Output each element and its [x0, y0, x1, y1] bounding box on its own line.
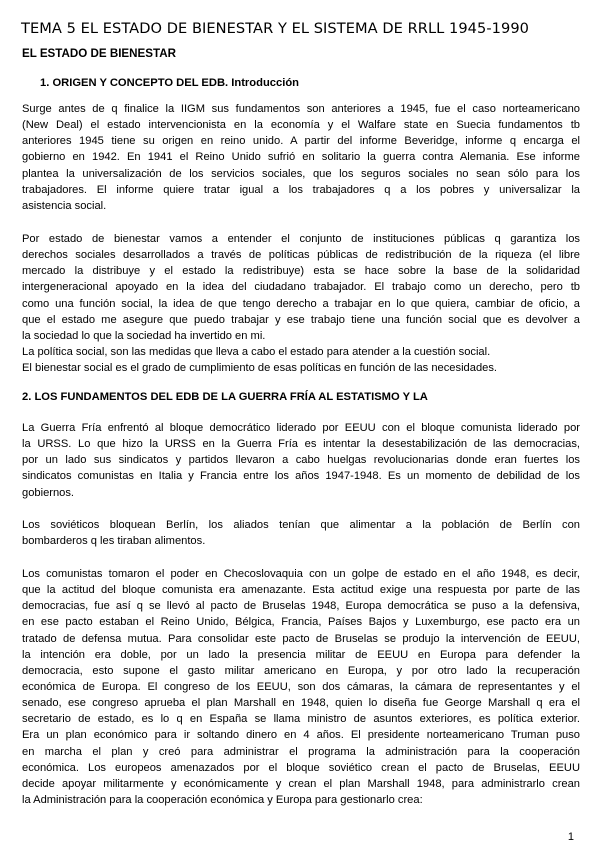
text-line: por un lado sus sindicatos y partidos llevaron a cabo huelgas revolucionarias donde eran fuertes los	[22, 454, 580, 467]
section-2-paragraph-1	[22, 420, 580, 501]
text-line: Era un plan económico para ir soltando dinero en 4 años. El presidente norteamericano Truman puso	[22, 729, 580, 742]
text-line: como una función social, la idea de que tengo derecho a trabajar en lo que quiera, cambiar de oficio, a	[22, 297, 580, 310]
text-line: trabajadores. El informe quiere tratar igual a los trabajadores q a los pobres y universalizar la	[22, 183, 580, 196]
document-subtitle: EL ESTADO DE BIENESTAR	[22, 47, 176, 60]
section-1-paragraph-2	[22, 231, 580, 376]
text-line: La Guerra Fría enfrentó al bloque democrático liderado por EEUU con el bloque comunista liderado por	[22, 422, 580, 434]
text-line: gobiernos.	[22, 486, 75, 499]
text-line: senado, ese congreso aprueba el plan Marshall en 1948, quien lo diseña fue George Marshall q era el	[22, 697, 580, 710]
text-line: que el estado me asegure que puedo trabajar y ese trabajo tiene una función social que es devolver a	[22, 313, 580, 326]
text-line: El bienestar social es el grado de cumplimiento de esas políticas en función de las necesidades.	[22, 362, 497, 375]
text-line: asistencia social.	[22, 199, 107, 212]
text-line: (New Deal) el estado intervencionista en la economía y el Walfare state en Suecia fundamentos tb	[22, 119, 580, 132]
text-line: Los soviéticos bloquean Berlín, los aliados tenían que alimentar a la población de Berlín con	[22, 519, 580, 531]
text-line: en ese pacto estaban el Reino Unido, Bélgica, Francia, Países Bajos y Luxemburgo, ese pacto era un	[22, 616, 580, 629]
text-line: económica. Los europeos amenazados por el bloque soviético crean el pacto de Bruselas, EEUU	[22, 761, 580, 774]
section-2-paragraph-3	[22, 566, 580, 808]
text-line: plantea la universalización de los servicios sociales, que los seguros sociales no sean sólo para los	[22, 167, 580, 180]
page-number: 1	[567, 831, 574, 843]
text-line: la Administración para la cooperación económica y Europa para gestionarlo crea:	[22, 793, 423, 806]
text-line: intergeneracional apoyado en la idea del ciudadano trabajador. El trabajo como un derecho, pero tb	[22, 281, 580, 294]
text-line: la sociedad lo que la sociedad ha invertido en mi.	[22, 329, 266, 342]
text-line: Por estado de bienestar vamos a entender el conjunto de instituciones públicas q garantiza los	[22, 233, 580, 245]
section-2-heading: 2. LOS FUNDAMENTOS DEL EDB DE LA GUERRA FRÍA AL ESTATISMO Y LA	[22, 391, 428, 403]
text-line: Surge antes de q finalice la IIGM sus fundamentos son anteriores a 1945, fue el caso norteamericano	[22, 103, 580, 115]
text-line: Los comunistas tomaron el poder en Checoslovaquia con un golpe de estado en el año 1948, es decir,	[22, 568, 580, 580]
document-title: TEMA 5 EL ESTADO DE BIENESTAR Y EL SISTEMA DE RRLL 1945-1990	[21, 20, 530, 37]
text-line: secretario de estado, es lo q en España se llama ministro de asuntos exteriores, es política exterior.	[22, 713, 580, 726]
section-1-paragraph-1	[22, 101, 580, 214]
text-line: la URSS. Lo que hizo la URSS en la Guerra Fría es intentar la desestabilización de las democracias,	[22, 438, 580, 451]
text-line: democracia, esto supone el gasto militar americano en Europa, y por otro lado la recuperación	[22, 664, 580, 677]
section-1-heading: 1. ORIGEN Y CONCEPTO DEL EDB. Introducción	[40, 77, 300, 89]
section-2-paragraph-2	[22, 517, 580, 549]
text-line: derechos sociales desarrollados a través de políticas públicas de redistribución de la riqueza (el libre	[22, 249, 580, 262]
text-line: mercado la distribuye y el estado la redistribuye) esta se hace sobre la base de la solidaridad	[22, 265, 580, 278]
text-line: democracias, fue así q se llevó al pacto de Bruselas 1948, Europa democrática se puso a la defensiva,	[22, 600, 580, 613]
text-line: económica de Europa. El congreso de los EEUU, son dos cámaras, la cámara de representantes y el	[22, 680, 580, 693]
text-line: anteriores 1945 tiene su origen en reino unido. A partir del informe Beveridge, informe q encarga el	[22, 135, 580, 148]
text-line: La política social, son las medidas que lleva a cabo el estado para atender a la cuestión social.	[22, 345, 491, 358]
text-line: sindicatos comunistas en Italia y Francia entre los años 1947-1948. Es un momento de debilidad de los	[22, 470, 580, 483]
text-line: decide apoyar militarmente y económicamente y crean el plan Marshall 1948, para administrarlo crean	[22, 777, 580, 790]
text-line: en marcha el plan y creó para administrar el programa la administración para la cooperación	[22, 745, 580, 758]
text-line: bombarderos q les tiraban alimentos.	[22, 535, 206, 548]
text-line: gobierno en 1942. En 1941 el Reino Unido sufrió en solitario la guerra contra Alemania. Ese informe	[22, 151, 580, 164]
text-line: que la actitud del bloque comunista era amenazante. Esta actitud exige una respuesta por parte de las	[22, 584, 580, 597]
text-line: tratado de defensa mutua. Para consolidar este pacto de Bruselas se produjo la intervención de EEUU,	[22, 632, 580, 645]
text-line: la intención era doble, por un lado la presencia militar de EEUU en Europa para defender la	[22, 648, 580, 661]
